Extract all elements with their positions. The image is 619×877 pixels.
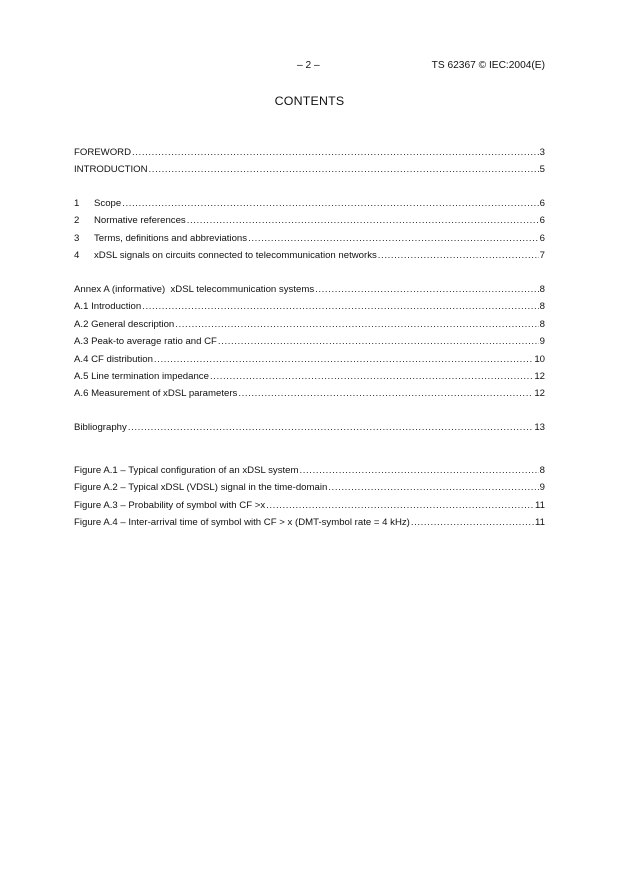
toc-entry-a4[interactable] xyxy=(74,351,545,368)
toc-entry-label: A.6 Measurement of xDSL parameters xyxy=(74,388,238,400)
toc-entry-page: 8 xyxy=(539,465,545,476)
toc-entry-label: Figure A.4 – Inter-arrival time of symbol with CF > x (DMT-symbol rate = 4 kHz) xyxy=(74,517,410,529)
page-number: – 2 – xyxy=(297,60,320,71)
toc-entry-normative-references[interactable] xyxy=(74,212,545,229)
dot-leader xyxy=(210,368,533,385)
toc-entry-label: Scope xyxy=(94,198,122,209)
page-title: CONTENTS xyxy=(274,94,345,108)
dot-leader xyxy=(411,514,534,531)
toc-figures xyxy=(74,462,545,532)
toc-entry-label: Figure A.1 – Typical configuration of an xDSL system xyxy=(74,465,299,476)
toc-entry-label: A.3 Peak-to average ratio and CF xyxy=(74,336,217,348)
toc-entry-page: 12 xyxy=(534,370,545,382)
toc-entry-label: A.4 CF distribution xyxy=(74,353,153,365)
clause-number: 4 xyxy=(74,250,80,262)
dot-leader xyxy=(122,195,538,212)
toc-entry-label: INTRODUCTION xyxy=(74,164,148,176)
toc-entry-page: 3 xyxy=(539,147,545,158)
toc-entry-label: A.5 Line termination impedance xyxy=(74,370,209,382)
toc-bibliography xyxy=(74,419,545,436)
toc-entry-figure-a3[interactable] xyxy=(74,497,545,514)
toc-entry-label: Figure A.2 – Typical xDSL (VDSL) signal in the time-domain xyxy=(74,482,328,494)
toc-entry-introduction[interactable] xyxy=(74,161,545,178)
toc-entry-page: 13 xyxy=(534,422,545,433)
toc-annex xyxy=(74,281,545,403)
dot-leader xyxy=(315,281,539,298)
toc-entry-a5[interactable] xyxy=(74,368,545,385)
dot-leader xyxy=(128,419,534,436)
dot-leader xyxy=(238,385,533,402)
toc-entry-figure-a2[interactable] xyxy=(74,479,545,496)
toc-entry-page: 6 xyxy=(539,215,545,227)
dot-leader xyxy=(149,161,539,178)
toc-clauses xyxy=(74,195,545,265)
toc-entry-page: 10 xyxy=(534,353,545,365)
toc-entry-label: xDSL signals on circuits connected to telecommunication networks xyxy=(94,250,377,262)
toc-entry-page: 8 xyxy=(539,301,545,313)
toc-entry-label: Normative references xyxy=(94,215,186,227)
dot-leader xyxy=(328,479,538,496)
clause-number: 2 xyxy=(74,215,80,227)
toc-entry-page: 9 xyxy=(539,482,545,494)
toc-entry-page: 5 xyxy=(539,164,545,176)
toc-entry-terms-definitions[interactable] xyxy=(74,230,545,247)
toc-entry-foreword[interactable] xyxy=(74,144,545,161)
dot-leader xyxy=(248,230,539,247)
toc-entry-label: FOREWORD xyxy=(74,147,132,158)
toc-entry-label: A.1 Introduction xyxy=(74,301,142,313)
toc-entry-page: 6 xyxy=(539,232,545,244)
document-reference: TS 62367 © IEC:2004(E) xyxy=(431,60,545,71)
toc-entry-label: Terms, definitions and abbreviations xyxy=(94,232,248,244)
toc-front-matter xyxy=(74,144,545,179)
dot-leader xyxy=(142,298,538,315)
toc-entry-label: Annex A (informative) xDSL telecommunication systems xyxy=(74,284,315,295)
dot-leader xyxy=(218,333,539,350)
dot-leader xyxy=(300,462,539,479)
toc-entry-bibliography[interactable] xyxy=(74,419,545,436)
toc-entry-page: 11 xyxy=(535,517,545,529)
toc-entry-page: 8 xyxy=(539,318,545,330)
clause-number: 3 xyxy=(74,232,80,244)
toc-entry-page: 7 xyxy=(539,250,545,262)
toc-entry-page: 9 xyxy=(539,336,545,348)
dot-leader xyxy=(266,497,534,514)
dot-leader xyxy=(154,351,533,368)
dot-leader xyxy=(187,212,539,229)
toc-entry-label: A.2 General description xyxy=(74,318,175,330)
toc-entry-a6[interactable] xyxy=(74,385,545,402)
toc-entry-annex-a[interactable] xyxy=(74,281,545,298)
toc-entry-page: 11 xyxy=(535,499,545,511)
toc-entry-figure-a4[interactable] xyxy=(74,514,545,531)
dot-leader xyxy=(132,144,539,161)
dot-leader xyxy=(378,247,539,264)
toc-entry-label: Bibliography xyxy=(74,422,127,433)
toc-entry-figure-a1[interactable] xyxy=(74,462,545,479)
toc-entry-page: 6 xyxy=(539,198,545,209)
toc-entry-label: Figure A.3 – Probability of symbol with CF >x xyxy=(74,499,266,511)
page-header xyxy=(0,60,619,76)
toc-entry-scope[interactable] xyxy=(74,195,545,212)
toc-entry-page: 8 xyxy=(539,284,545,295)
clause-number: 1 xyxy=(74,198,80,209)
toc-entry-a3[interactable] xyxy=(74,333,545,350)
toc-entry-page: 12 xyxy=(534,388,545,400)
dot-leader xyxy=(175,316,538,333)
toc-entry-xdsl-signals[interactable] xyxy=(74,247,545,264)
toc-entry-a1[interactable] xyxy=(74,298,545,315)
toc-entry-a2[interactable] xyxy=(74,316,545,333)
